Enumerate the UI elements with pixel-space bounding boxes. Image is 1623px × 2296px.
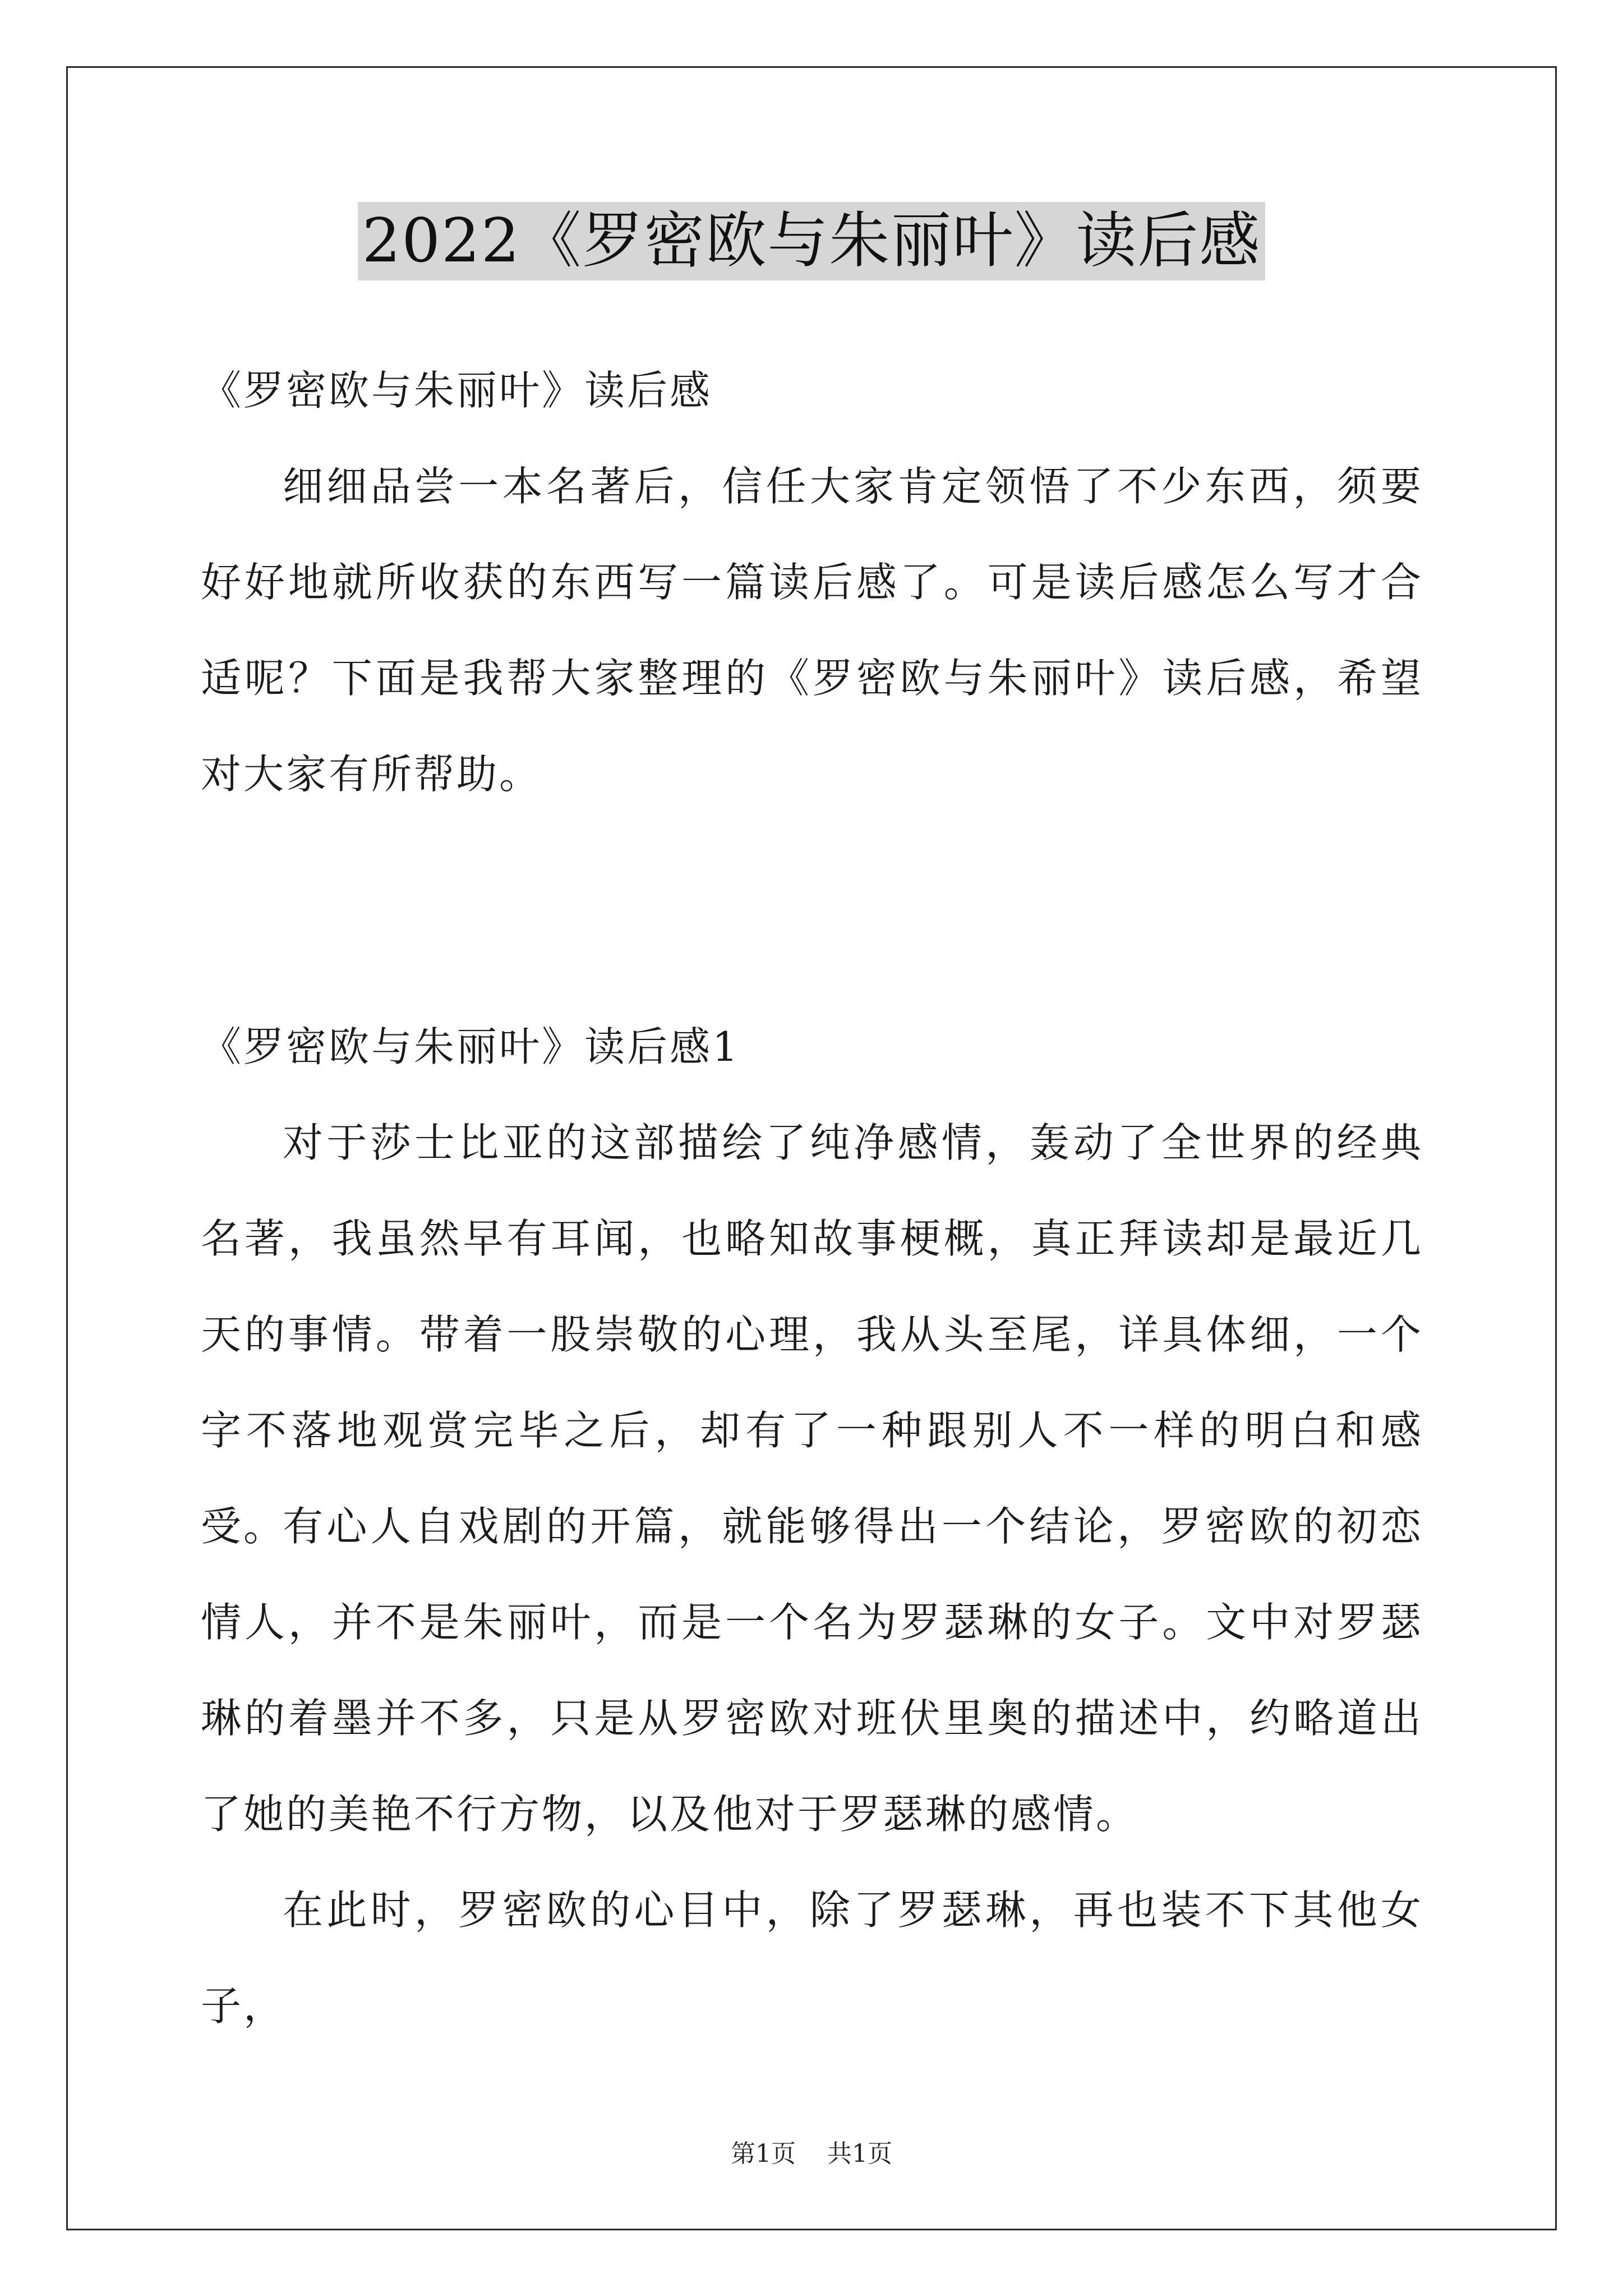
document-title: 2022《罗密欧与朱丽叶》读后感 [358, 202, 1266, 280]
body-paragraph: 在此时，罗密欧的心目中，除了罗瑟琳，再也装不下其他女子， [201, 1887, 1423, 2030]
intro-paragraph: 细细品尝一本名著后，信任大家肯定领悟了不少东西，须要好好地就所收获的东西写一篇读后感了。可是读后感怎么写才合适呢？下面是我帮大家整理的《罗密欧与朱丽叶》读后感，希望对大家有所帮助。 [201, 463, 1423, 798]
body-paragraph: 对于莎士比亚的这部描绘了纯净感情，轰动了全世界的经典名著，我虽然早有耳闻，也略知故事梗概，真正拜读却是最近几天的事情。带着一股崇敬的心理，我从头至尾，详具体细，一个字不落地观赏完毕之后，却有了一种跟别人不一样的明白和感受。 [201, 1119, 1423, 1550]
page-footer [0, 2137, 1623, 2171]
title-block [0, 202, 1623, 280]
body-paragraph: 有心人自戏剧的开篇，就能够得出一个结论，罗密欧的初恋情人，并不是朱丽叶，而是一个名为罗瑟琳的女子。文中对罗瑟琳的着墨并不多，只是从罗密欧对班伏里奥的描述中，约略道出了她的美艳不行方物，以及他对于罗瑟琳的感情。 [201, 1503, 1423, 1838]
page-number: 第1页 [731, 2139, 796, 2168]
section-heading: 《罗密欧与朱丽叶》读后感1 [201, 1023, 740, 1070]
page-total: 共1页 [827, 2139, 892, 2168]
subtitle: 《罗密欧与朱丽叶》读后感 [201, 367, 713, 414]
